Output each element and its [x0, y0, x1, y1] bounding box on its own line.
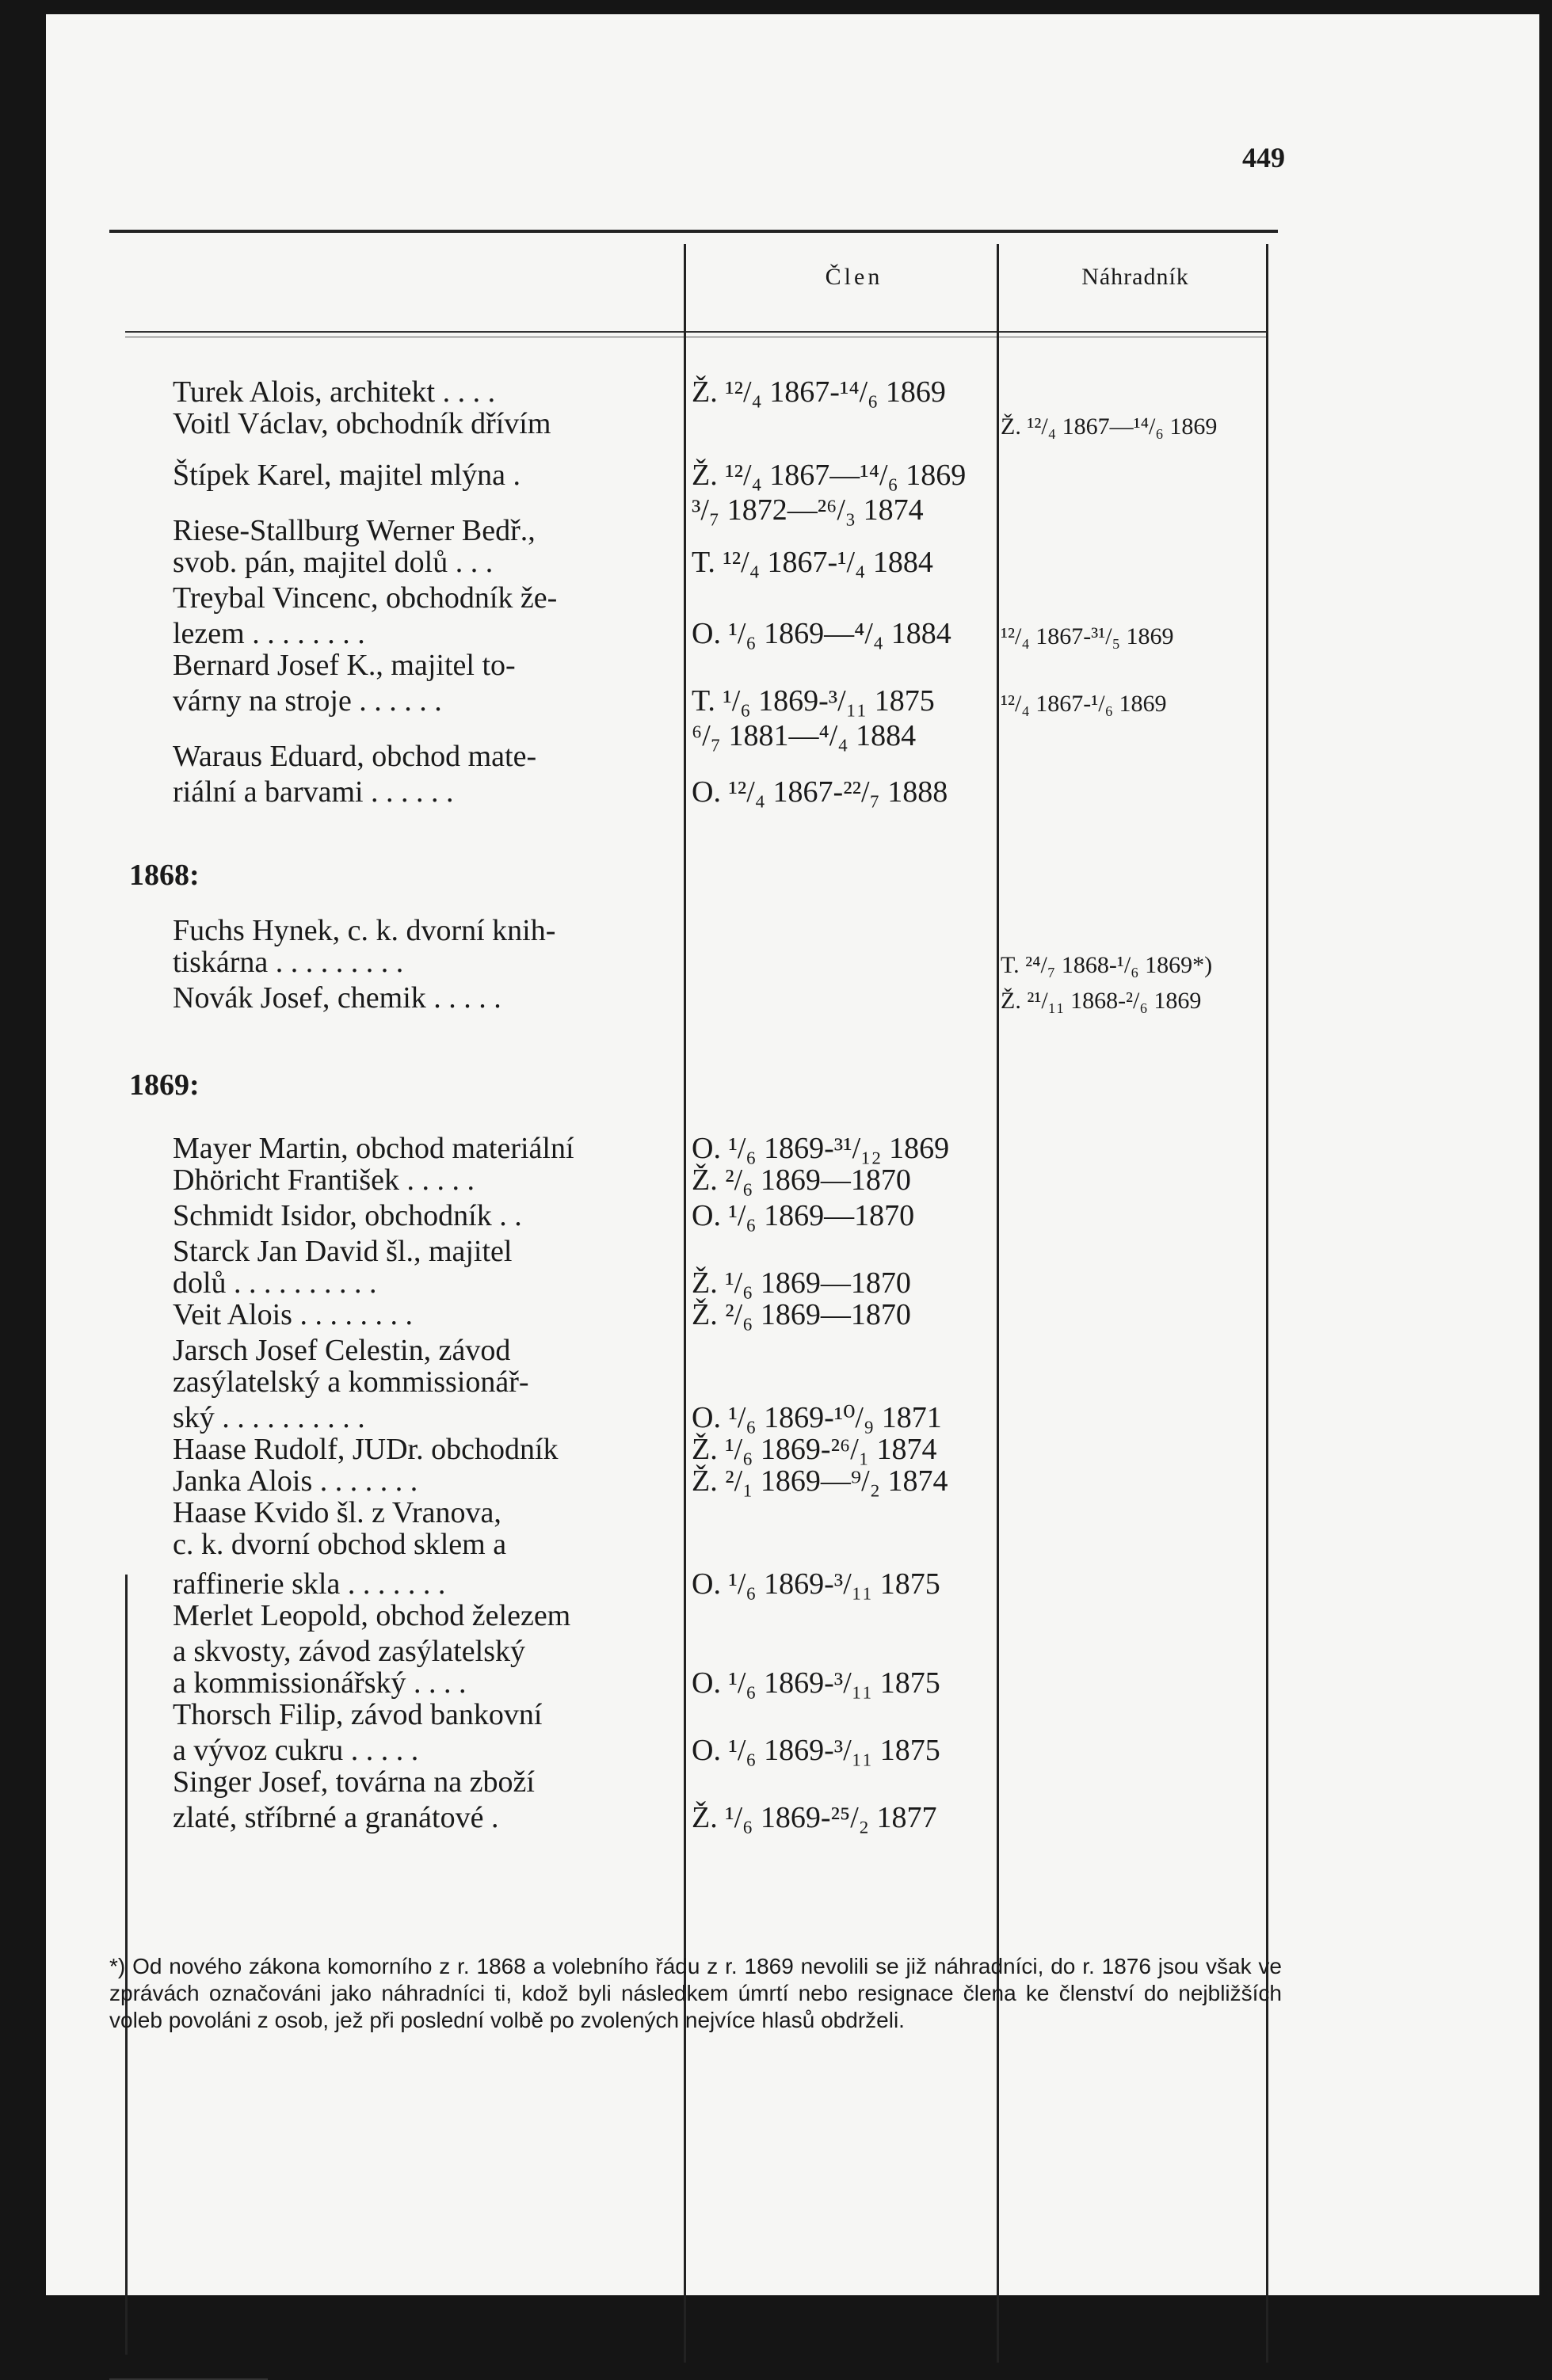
- substitute-term: Ž. ¹²/₄ 1867—¹⁴/₆ 1869: [1001, 413, 1218, 440]
- member-term: O. ¹/₆ 1869-³/₁₁ 1875: [692, 1734, 940, 1767]
- member-name: Veit Alois . . . . . . . .: [173, 1298, 413, 1331]
- member-name: a vývoz cukru . . . . .: [173, 1734, 419, 1767]
- column-header-clen: Člen: [825, 264, 883, 290]
- member-name: Schmidt Isidor, obchodník . .: [173, 1199, 522, 1232]
- column-divider-right: [997, 244, 999, 2363]
- member-name: dolů . . . . . . . . . .: [173, 1266, 377, 1300]
- member-term: O. ¹/₆ 1869-³/₁₁ 1875: [692, 1567, 940, 1601]
- member-name: Novák Josef, chemik . . . . .: [173, 981, 501, 1015]
- member-term: Ž. ¹²/₄ 1867-¹⁴/₆ 1869: [692, 375, 946, 409]
- substitute-term: ¹²/₄ 1867-¹/₆ 1869: [1001, 691, 1167, 717]
- member-name: Haase Kvido šl. z Vranova,: [173, 1496, 501, 1529]
- member-name: a kommissionářský . . . .: [173, 1666, 467, 1700]
- member-term: O. ¹/₆ 1869—1870: [692, 1199, 915, 1232]
- year-heading: 1868:: [129, 859, 200, 892]
- member-name: zasýlatelský a kommissionář-: [173, 1365, 529, 1399]
- member-name: Bernard Josef K., majitel to-: [173, 649, 516, 682]
- member-name: Treybal Vincenc, obchodník že-: [173, 581, 558, 615]
- member-name: Voitl Václav, obchodník dřívím: [173, 407, 551, 440]
- member-name: Mayer Martin, obchod materiální: [173, 1132, 574, 1165]
- member-name: a skvosty, závod zasýlatelský: [173, 1635, 525, 1668]
- member-name: zlaté, stříbrné a granátové .: [173, 1801, 499, 1834]
- member-term: Ž. ¹²/₄ 1867—¹⁴/₆ 1869: [692, 459, 967, 492]
- member-name: lezem . . . . . . . .: [173, 617, 365, 650]
- member-term: O. ¹/₆ 1869-³/₁₁ 1875: [692, 1666, 940, 1700]
- member-name: Dhöricht František . . . . .: [173, 1163, 475, 1197]
- member-name: Štípek Karel, majitel mlýna .: [173, 459, 521, 492]
- member-term-second: ⁶/₇ 1881—⁴/₄ 1884: [692, 719, 917, 752]
- substitute-term: T. ²⁴/₇ 1868-¹/₆ 1869*): [1001, 952, 1213, 978]
- substitute-term: ¹²/₄ 1867-³¹/₅ 1869: [1001, 623, 1174, 649]
- member-name: raffinerie skla . . . . . . .: [173, 1567, 446, 1601]
- top-rule: [109, 230, 1278, 233]
- member-term-second: ³/₇ 1872—²⁶/₃ 1874: [692, 493, 924, 527]
- member-name: riální a barvami . . . . . .: [173, 775, 454, 809]
- member-name: Waraus Eduard, obchod mate-: [173, 740, 537, 773]
- member-name: ský . . . . . . . . . .: [173, 1401, 365, 1434]
- member-term: O. ¹²/₄ 1867-²²/₇ 1888: [692, 775, 948, 809]
- member-term: Ž. ¹/₆ 1869-²⁵/₂ 1877: [692, 1801, 937, 1834]
- member-name: Turek Alois, architekt . . . .: [173, 375, 496, 409]
- member-term: Ž. ²/₆ 1869—1870: [692, 1298, 911, 1331]
- member-name: svob. pán, majitel dolů . . .: [173, 546, 494, 579]
- member-term: T. ¹/₆ 1869-³/₁₁ 1875: [692, 684, 935, 718]
- member-name: Riese-Stallburg Werner Bedř.,: [173, 514, 536, 547]
- column-header-nahradnik: Náhradník: [1081, 264, 1189, 290]
- member-term: O. ¹/₆ 1869—⁴/₄ 1884: [692, 617, 951, 650]
- member-name: Haase Rudolf, JUDr. obchodník: [173, 1433, 559, 1466]
- page-number: 449: [1242, 142, 1285, 173]
- member-name: tiskárna . . . . . . . . .: [173, 946, 404, 979]
- member-name: Fuchs Hynek, c. k. dvorní knih-: [173, 914, 556, 947]
- member-name: Jarsch Josef Celestin, závod: [173, 1334, 511, 1367]
- member-term: O. ¹/₆ 1869-³¹/₁₂ 1869: [692, 1132, 950, 1165]
- member-name: várny na stroje . . . . . .: [173, 684, 442, 718]
- footnote: *) Od nového zákona komorního z r. 1868 a volebního řádu z r. 1869 nevolili se již náhradníci, do r. 1876 jsou však ve zprávách označováni jako náhradníci ti, kdož byli následkem úmrtí nebo resignace člena ke členství do nejbližších voleb povoláni z osob, jež při poslední volbě po zvolených nejvíce hlasů obdrželi.: [109, 1954, 1282, 2032]
- member-term: T. ¹²/₄ 1867-¹/₄ 1884: [692, 546, 933, 579]
- year-heading: 1869:: [129, 1068, 200, 1102]
- document-page: [46, 14, 1539, 2295]
- member-name: Starck Jan David šl., majitel: [173, 1235, 513, 1268]
- header-rule: [125, 331, 1266, 333]
- column-divider-edge: [1266, 244, 1268, 2363]
- member-name: Thorsch Filip, závod bankovní: [173, 1698, 543, 1731]
- member-name: c. k. dvorní obchod sklem a: [173, 1528, 507, 1561]
- member-term: Ž. ¹/₆ 1869-²⁶/₁ 1874: [692, 1433, 937, 1466]
- member-term: O. ¹/₆ 1869-¹⁰/₉ 1871: [692, 1401, 942, 1434]
- member-term: Ž. ²/₁ 1869—⁹/₂ 1874: [692, 1464, 948, 1498]
- member-term: Ž. ¹/₆ 1869—1870: [692, 1266, 911, 1300]
- member-name: Janka Alois . . . . . . .: [173, 1464, 418, 1498]
- substitute-term: Ž. ²¹/₁₁ 1868-²/₆ 1869: [1001, 988, 1202, 1014]
- column-divider-left: [684, 244, 686, 2363]
- member-term: Ž. ²/₆ 1869—1870: [692, 1163, 911, 1197]
- member-name: Singer Josef, továrna na zboží: [173, 1765, 535, 1799]
- member-name: Merlet Leopold, obchod železem: [173, 1599, 571, 1632]
